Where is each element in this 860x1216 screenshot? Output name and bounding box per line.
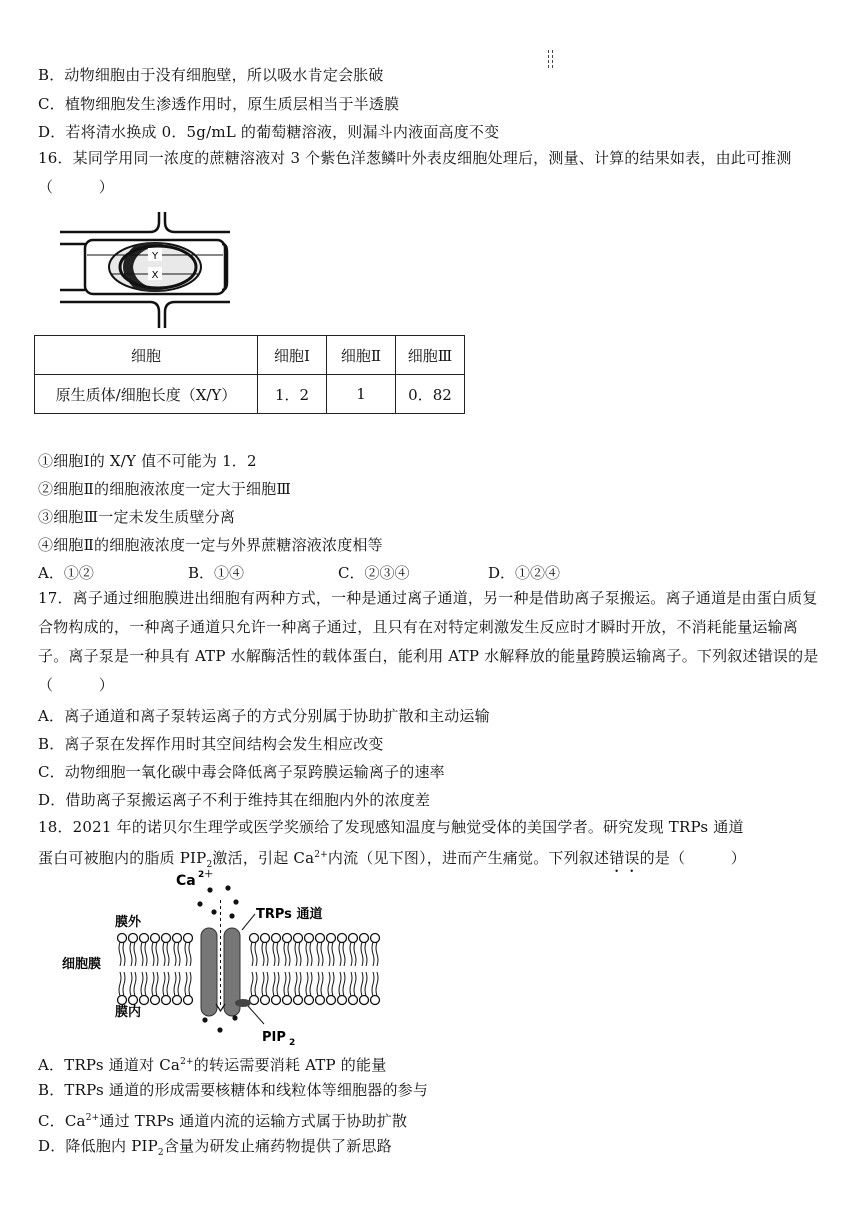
- q18-superscript: 2+: [85, 1113, 100, 1123]
- q16-stem: 16．某同学用同一浓度的蔗糖溶液对 3 个紫色洋葱鳞叶外表皮细胞处理后，测量、计算的结果如表，由此可推测（ ）: [38, 149, 792, 196]
- table-cell: 1．2: [258, 375, 327, 414]
- q16-option-d: D．①②④: [488, 564, 561, 582]
- margin-marker: [548, 50, 553, 68]
- lipid-head-outer: [173, 934, 182, 967]
- q17-option-d: D．借助离子泵搬运离子不利于维持其在细胞内外的浓度差: [38, 791, 431, 809]
- lipid-head-outer: [162, 934, 171, 967]
- inside-label: 膜内: [115, 1005, 142, 1020]
- lipid-head-outer: [283, 934, 292, 967]
- table-header-cell: 细胞Ⅲ: [396, 336, 465, 375]
- q18-subscript: 2: [206, 860, 213, 870]
- table-header-cell: 细胞Ⅱ: [327, 336, 396, 375]
- q16-statement-2: ②细胞Ⅱ的细胞液浓度一定大于细胞Ⅲ: [38, 480, 292, 498]
- lipid-head-inner: [151, 972, 160, 1005]
- table-row: [35, 375, 465, 414]
- q18-option-c-part: C．Ca: [38, 1112, 86, 1130]
- q16-option-b: B．①④: [188, 564, 245, 582]
- table-cell: 0．82: [396, 375, 465, 414]
- lipid-head-outer: [316, 934, 325, 967]
- q18-option-a-part: A．TRPs 通道对 Ca: [38, 1056, 181, 1074]
- lipid-head-outer: [338, 934, 347, 967]
- q18-option-d-part: 含量为研发止痛药物提供了新思路: [163, 1137, 392, 1155]
- q18-option-d: [38, 1135, 392, 1164]
- q16-statement-1: ①细胞Ⅰ的 X/Y 值不可能为 1．2: [38, 452, 257, 470]
- lipid-head-outer: [184, 934, 193, 967]
- lipid-head-inner: [316, 972, 325, 1005]
- lipid-head-outer: [151, 934, 160, 967]
- q15-option-b: B．动物细胞由于没有细胞壁，所以吸水肯定会胀破: [38, 66, 384, 84]
- q18-stem-line-1: 18．2021 年的诺贝尔生理学或医学奖颁给了发现感知温度与触觉受体的美国学者。研究发现 TRPs 通道: [38, 818, 744, 836]
- lipid-head-outer: [272, 934, 281, 967]
- lipid-head-inner: [305, 972, 314, 1005]
- table-header-row: [35, 336, 465, 375]
- lipid-head-inner: [272, 972, 281, 1005]
- q18-option-d-part: D．降低胞内 PIP: [38, 1137, 158, 1155]
- lipid-head-inner: [129, 972, 138, 1005]
- lipid-head-outer: [140, 934, 149, 967]
- channel-label: TRPs 通道: [256, 907, 323, 922]
- q17-option-b: B．离子泵在发挥作用时其空间结构会发生相应改变: [38, 735, 384, 753]
- figure-label-x: X: [151, 270, 159, 281]
- outside-label: 膜外: [115, 915, 142, 930]
- lipid-head-outer: [118, 934, 127, 967]
- q16-option-a: A．①②: [38, 564, 94, 582]
- lipid-head-inner: [283, 972, 292, 1005]
- lipid-head-outer: [294, 934, 303, 967]
- lipid-head-inner: [360, 972, 369, 1005]
- lipid-head-outer: [129, 934, 138, 967]
- lipid-head-outer: [371, 934, 380, 967]
- membrane-label: 细胞膜: [62, 957, 102, 972]
- q18-stem-part: 内流（见下图），进而产生痛觉。下列叙述: [327, 849, 610, 867]
- lipid-head-inner: [118, 972, 127, 1005]
- q18-stem-part: 激活，引起 Ca: [212, 849, 315, 867]
- q15-option-d: D．若将清水换成 0．5g/mL 的葡萄糖溶液，则漏斗内液面高度不变: [38, 123, 500, 141]
- lipid-head-inner: [162, 972, 171, 1005]
- q18-option-c-part: 通过 TRPs 通道内流的运输方式属于协助扩散: [99, 1112, 408, 1130]
- lipid-head-outer: [261, 934, 270, 967]
- lipid-head-outer: [349, 934, 358, 967]
- q16-statement-4: ④细胞Ⅱ的细胞液浓度一定与外界蔗糖溶液浓度相等: [38, 536, 383, 554]
- lipid-head-outer: [305, 934, 314, 967]
- lipid-head-outer: [250, 934, 259, 967]
- q18-option-b: B．TRPs 通道的形成需要核糖体和线粒体等细胞器的参与: [38, 1081, 429, 1099]
- lipid-head-inner: [140, 972, 149, 1005]
- q18-stem-part: 蛋白可被胞内的脂质 PIP: [38, 849, 207, 867]
- q17-stem: 17．离子通过细胞膜进出细胞有两种方式，一种是通过离子通道，另一种是借助离子泵搬运。离子通道是由蛋白质复合物构成的，一种离子通道只允许一种离子通过，且只有在对特定刺激发生反应时才瞬时开放，不消耗能量运输离子。离子泵是一种具有 ATP 水解酶活性的载体蛋白，能利用 ATP 水解释放的能量跨膜运输离子。下列叙述错误的是（ ）: [38, 589, 819, 694]
- lipid-head-inner: [294, 972, 303, 1005]
- q16-cell-figure: [55, 210, 250, 330]
- q17-option-a: A．离子通道和离子泵转运离子的方式分别属于协助扩散和主动运输: [38, 707, 490, 725]
- q18-option-c: [38, 1107, 407, 1132]
- q16-option-c: C．②③④: [338, 564, 410, 582]
- table-header-cell: 细胞: [35, 336, 258, 375]
- lipid-subscript: 2: [289, 1038, 296, 1048]
- q16-data-table: [34, 335, 465, 414]
- q18-superscript: 2+: [180, 1057, 194, 1067]
- table-row-label: 原生质体/细胞长度（X/Y）: [35, 375, 258, 414]
- q18-subscript: 2: [157, 1148, 164, 1158]
- lipid-head-inner: [349, 972, 358, 1005]
- q16-options: [38, 562, 560, 583]
- q16-statement-3: ③细胞Ⅲ一定未发生质壁分离: [38, 508, 236, 526]
- q18-option-a-part: 的转运需要消耗 ATP 的能量: [193, 1056, 387, 1074]
- q18-stem-part: 的是（ ）: [639, 849, 747, 867]
- lipid-bilayer: [118, 934, 380, 1005]
- lipid-head-inner: [173, 972, 182, 1005]
- lipid-head-inner: [371, 972, 380, 1005]
- lipid-head-inner: [250, 972, 259, 1005]
- table-header-cell: 细胞Ⅰ: [258, 336, 327, 375]
- lipid-label: PIP: [262, 1030, 286, 1045]
- ion-label: Ca: [176, 873, 196, 889]
- q18-membrane-figure: [60, 868, 410, 1048]
- lipid-head-inner: [261, 972, 270, 1005]
- q18-emphasis-word: 错误: [609, 849, 640, 867]
- lipid-head-outer: [360, 934, 369, 967]
- q18-option-a: [38, 1051, 386, 1076]
- q17-option-c: C．动物细胞一氧化碳中毒会降低离子泵跨膜运输离子的速率: [38, 763, 445, 781]
- lipid-head-inner: [338, 972, 347, 1005]
- lipid-head-outer: [327, 934, 336, 967]
- figure-label-y: Y: [151, 251, 159, 262]
- q15-option-c: C．植物细胞发生渗透作用时，原生质层相当于半透膜: [38, 95, 400, 113]
- lipid-head-inner: [327, 972, 336, 1005]
- ion-charge: 2＋: [198, 870, 214, 880]
- q18-superscript: 2+: [314, 850, 328, 860]
- lipid-head-inner: [184, 972, 193, 1005]
- table-cell: 1: [327, 375, 396, 414]
